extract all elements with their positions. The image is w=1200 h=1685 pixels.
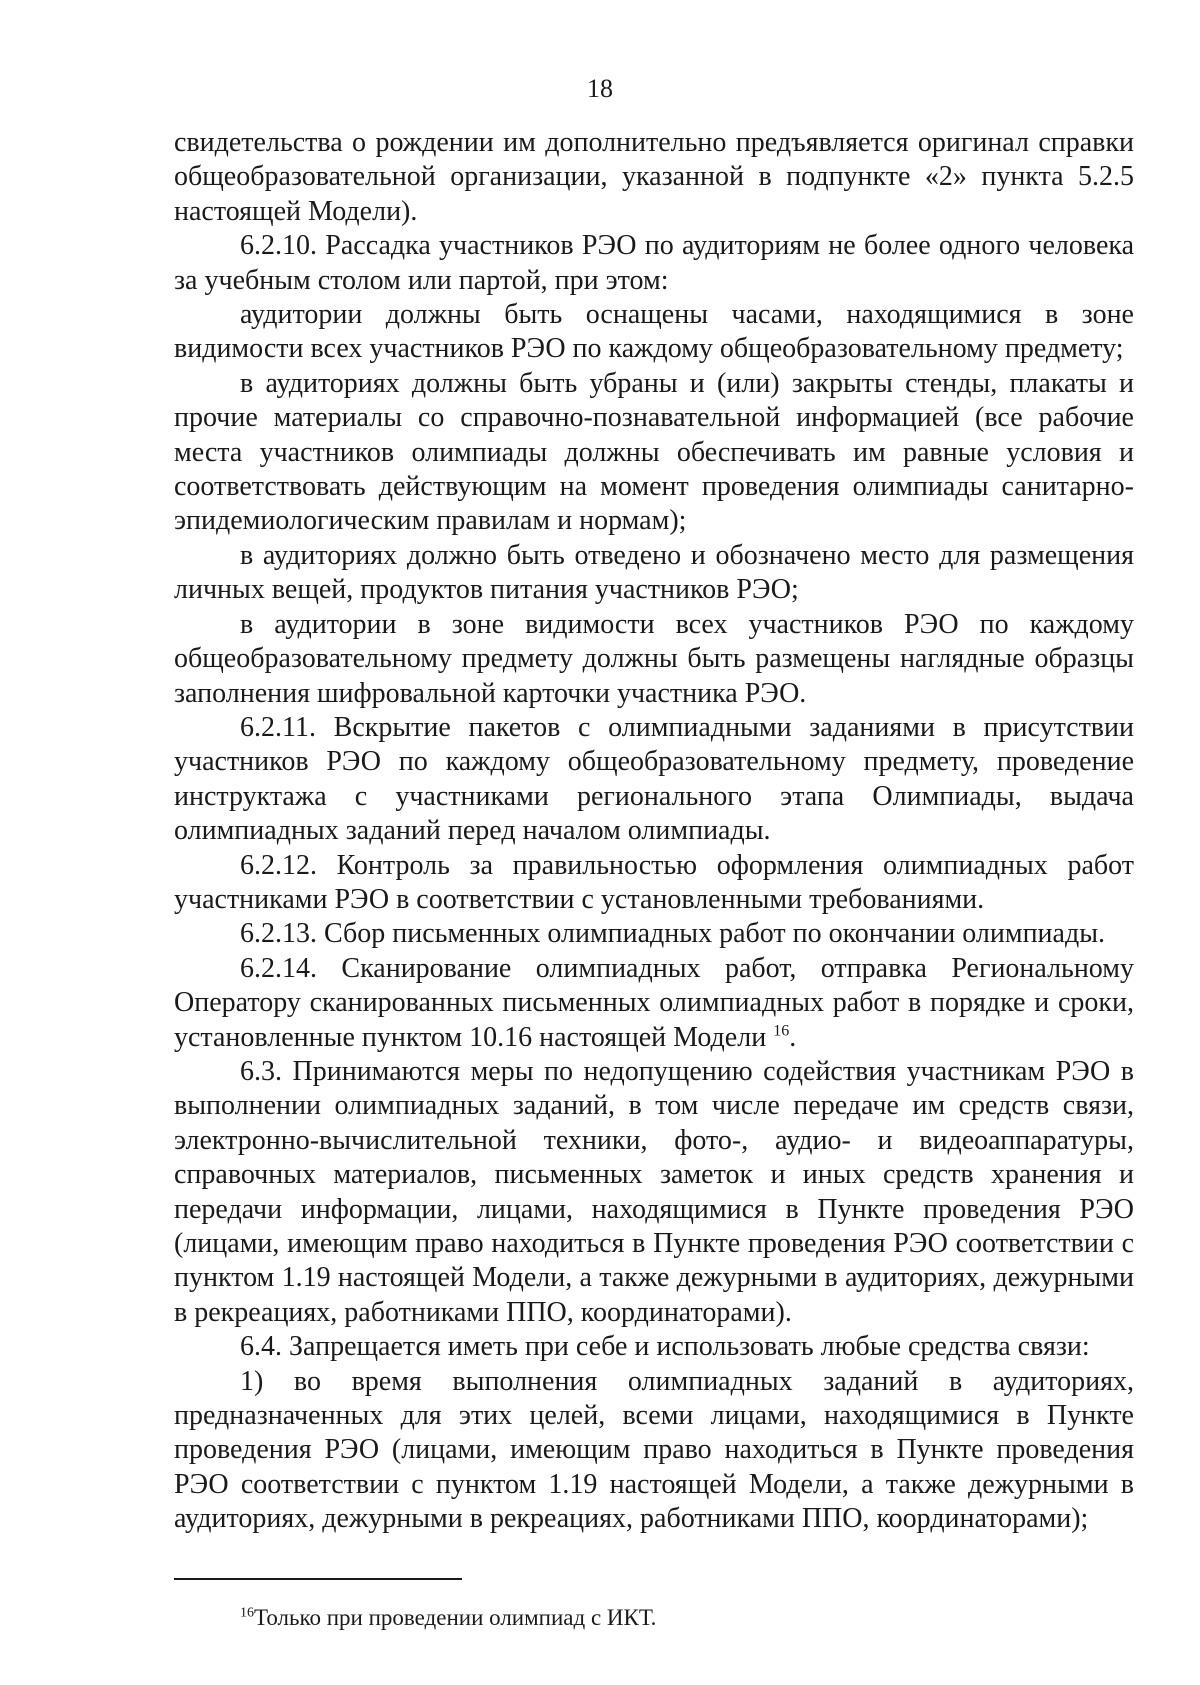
- paragraph: 6.3. Принимаются меры по недопущению содействия участникам РЭО в выполнении олимпиадных заданий, в том числе передаче им средств связи, электронно-вычислительной техники, фото-, аудио- и видеоаппаратуры, справочных материалов, письменных заметок и иных средств хранения и передачи информации, лицами, находящимися в Пункте проведения РЭО (лицами, имеющим право находиться в Пункте проведения РЭО соответствии с пунктом 1.19 настоящей Модели, а также дежурными в аудиториях, дежурными в рекреациях, работниками ППО, координаторами).: [174, 1055, 1134, 1328]
- document-body: [174, 126, 1134, 1537]
- paragraph-text: 6.2.14. Сканирование олимпиадных работ, отправка Региональному Оператору сканированных письменных олимпиадных работ в порядке и сроки, установленные пунктом 10.16 настоящей Модели: [174, 952, 1134, 1053]
- paragraph: аудитории должны быть оснащены часами, находящимися в зоне видимости всех участников РЭО по каждому общеобразовательному предмету;: [174, 299, 1134, 365]
- footnote-marker: 16: [240, 1605, 254, 1621]
- paragraph-with-footnote: [174, 952, 1134, 1055]
- footnote-text: Только при проведении олимпиад с ИКТ.: [254, 1605, 657, 1630]
- page-number: 18: [587, 74, 613, 103]
- footnote-reference-tail: .: [789, 1021, 797, 1053]
- paragraph: 6.2.12. Контроль за правильностью оформления олимпиадных работ участниками РЭО в соответствии с установленными требованиями.: [174, 849, 1134, 915]
- paragraph: 6.2.11. Вскрытие пакетов с олимпиадными заданиями в присутствии участников РЭО по каждому общеобразовательному предмету, проведение инструктажа с участниками регионального этапа Олимпиады, выдача олимпиадных заданий перед началом олимпиады.: [174, 711, 1134, 847]
- footnote: [240, 1604, 1140, 1632]
- footnote-reference: 16: [773, 1022, 790, 1040]
- paragraph: 6.2.10. Рассадка участников РЭО по аудиториям не более одного человека за учебным столом или партой, при этом:: [174, 230, 1134, 296]
- paragraph: 6.4. Запрещается иметь при себе и использовать любые средства связи:: [240, 1331, 1090, 1363]
- paragraph: в аудитории в зоне видимости всех участников РЭО по каждому общеобразовательному предмету должны быть размещены наглядные образцы заполнения шифровальной карточки участника РЭО.: [174, 608, 1134, 709]
- paragraph: в аудиториях должно быть отведено и обозначено место для размещения личных вещей, продуктов питания участников РЭО;: [174, 539, 1134, 606]
- paragraph: свидетельства о рождении им дополнительно предъявляется оригинал справки общеобразовательной организации, указанной в подпункте «2» пункта 5.2.5 настоящей Модели).: [174, 127, 1134, 227]
- paragraph: 6.2.13. Сбор письменных олимпиадных работ по окончании олимпиады.: [240, 918, 1106, 950]
- paragraph: 1) во время выполнения олимпиадных заданий в аудиториях, предназначенных для этих целей, всеми лицами, находящимися в Пункте проведения РЭО (лицами, имеющим право находиться в Пункте проведения РЭО соответствии с пунктом 1.19 настоящей Модели, а также дежурными в аудиториях, дежурными в рекреациях, работниками ППО, координаторами);: [174, 1365, 1134, 1535]
- paragraph: в аудиториях должны быть убраны и (или) закрыты стенды, плакаты и прочие материалы со справочно-познавательной информацией (все рабочие места участников олимпиады должны обеспечивать им равные условия и соответствовать действующим на момент проведения олимпиады санитарно-эпидемиологическим правилам и нормам);: [174, 367, 1134, 537]
- footnote-separator: [174, 1578, 462, 1580]
